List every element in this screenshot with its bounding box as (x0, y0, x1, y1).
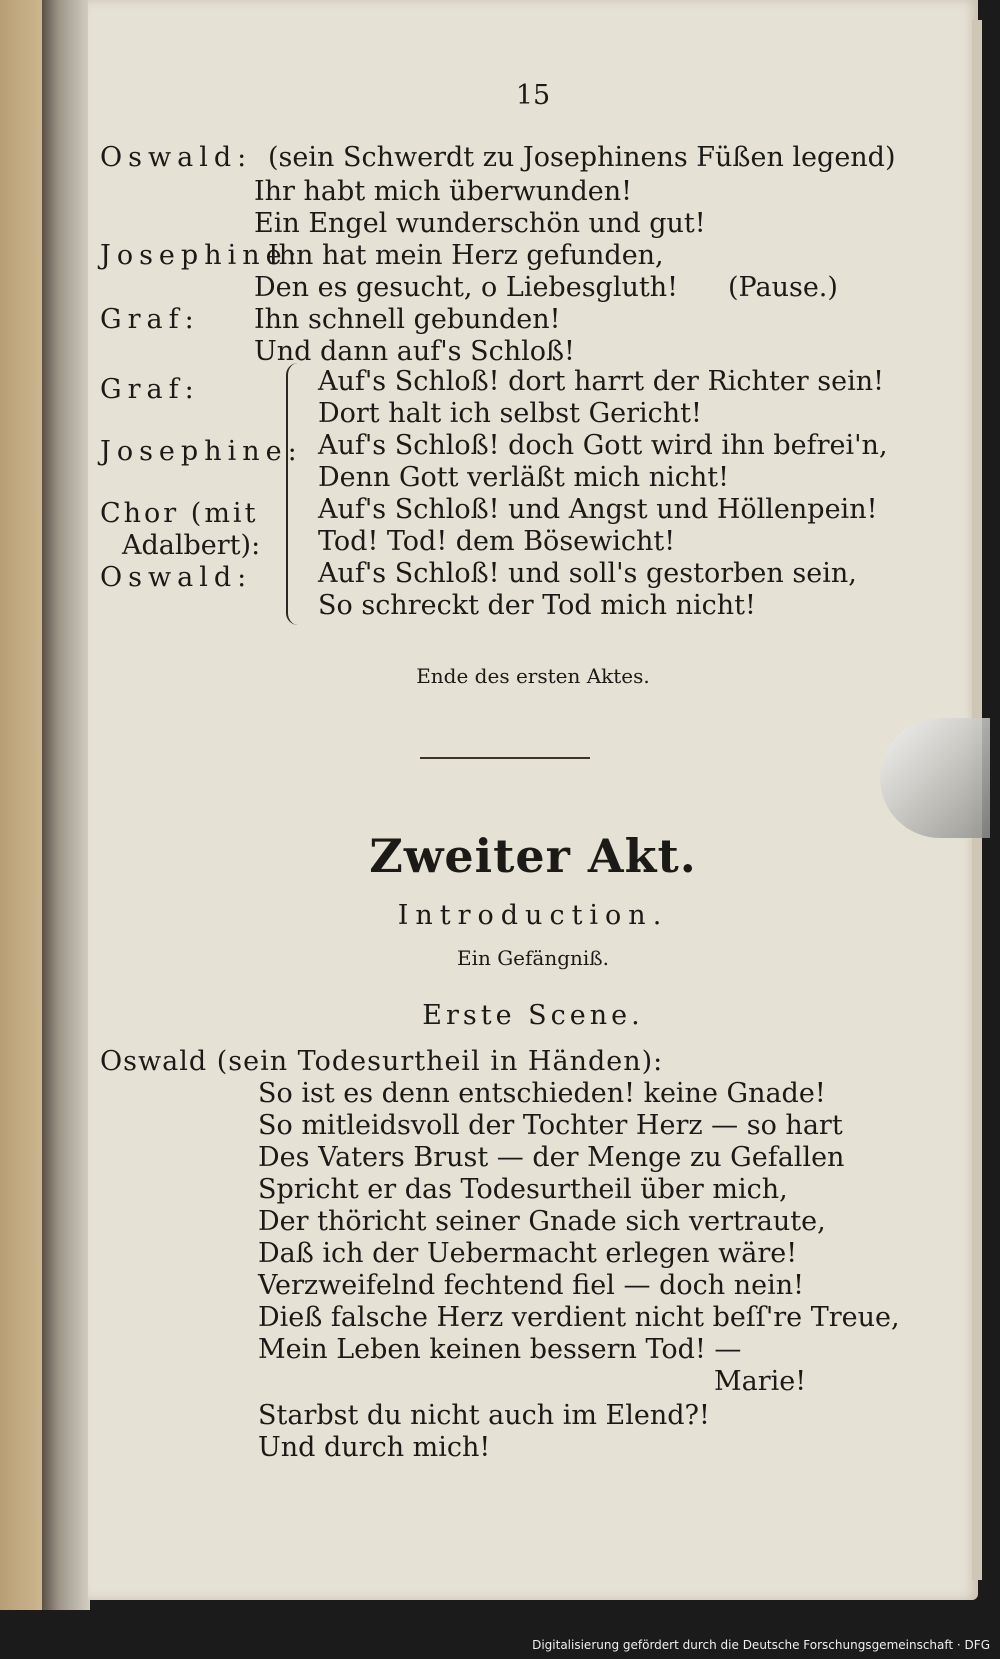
verse-line: Starbst du nicht auch im Elend?! (258, 1400, 710, 1431)
verse-line-marie: Marie! (714, 1366, 807, 1397)
ensemble-line: Dort halt ich selbst Gericht! (318, 398, 702, 429)
dfg-credit: Digitalisierung gefördert durch die Deutsche Forschungsgemeinschaft · DFG (532, 1638, 990, 1652)
ensemble-line: So schreckt der Tod mich nicht! (318, 590, 756, 621)
ensemble-line: Auf's Schloß! dort harrt der Richter sein! (318, 366, 884, 397)
verse-line: Mein Leben keinen bessern Tod! — (258, 1334, 742, 1365)
verse-line: Des Vaters Brust — der Menge zu Gefallen (258, 1142, 845, 1173)
footer-bar (0, 1633, 1000, 1659)
verse-line: Und durch mich! (258, 1432, 491, 1463)
ensemble-speaker-josephine: Josephine: (100, 436, 303, 467)
ensemble-line: Auf's Schloß! und Angst und Höllenpein! (318, 494, 878, 525)
verse-line: Daß ich der Uebermacht erlegen wäre! (258, 1238, 798, 1269)
verse-line: Und dann auf's Schloß! (254, 336, 575, 367)
section-rule (420, 757, 590, 759)
verse-line: Der thöricht seiner Gnade sich vertraute, (258, 1206, 826, 1237)
ensemble-speaker-chor: Chor (mit (100, 498, 259, 529)
verse-line: Den es gesucht, o Liebesgluth! (254, 272, 678, 303)
page-number: 15 (515, 80, 551, 111)
verse-line: Verzweifelnd fechtend fiel — doch nein! (258, 1270, 804, 1301)
ensemble-line: Auf's Schloß! und soll's gestorben sein, (318, 558, 857, 589)
ensemble-line: Tod! Tod! dem Bösewicht! (318, 526, 676, 557)
stage-direction: (sein Schwerdt zu Josephinens Füßen legend) (268, 142, 896, 173)
speaker-graf: Graf: (100, 304, 200, 335)
verse-line: So ist es denn entschieden! keine Gnade! (258, 1078, 826, 1109)
verse-line: Ein Engel wunderschön und gut! (254, 208, 706, 239)
ensemble-brace (286, 363, 302, 625)
ensemble-line: Auf's Schloß! doch Gott wird ihn befrei'n, (318, 430, 888, 461)
verse-line: So mitleidsvoll der Tochter Herz — so hart (258, 1110, 843, 1141)
speaker-josephine: Josephine: (100, 240, 303, 271)
ensemble-speaker-graf: Graf: (100, 374, 200, 405)
page-clip (880, 718, 990, 838)
verse-line: Ihn schnell gebunden! (254, 304, 561, 335)
end-of-act-note: Ende des ersten Aktes. (416, 664, 650, 688)
speaker-oswald: Oswald: (100, 142, 253, 173)
verse-line: Ihr habt mich überwunden! (254, 176, 633, 207)
setting-note: Ein Gefängniß. (456, 946, 610, 970)
ensemble-speaker-oswald: Oswald: (100, 562, 253, 593)
verse-line: Ihn hat mein Herz gefunden, (268, 240, 664, 271)
verse-line: Spricht er das Todesurtheil über mich, (258, 1174, 788, 1205)
ensemble-line: Denn Gott verläßt mich nicht! (318, 462, 729, 493)
speaker-oswald-scene: Oswald (sein Todesurtheil in Händen): (100, 1046, 664, 1077)
scene-title: Erste Scene. (422, 1000, 644, 1031)
ensemble-speaker-adalbert: Adalbert): (122, 530, 261, 561)
act-title: Zweiter Akt. (369, 829, 697, 883)
book-gutter (42, 0, 90, 1610)
stage-direction-pause: (Pause.) (728, 272, 838, 303)
introduction-heading: Introduction. (397, 900, 669, 931)
verse-line: Dieß falsche Herz verdient nicht beſſ're Treue, (258, 1302, 900, 1333)
